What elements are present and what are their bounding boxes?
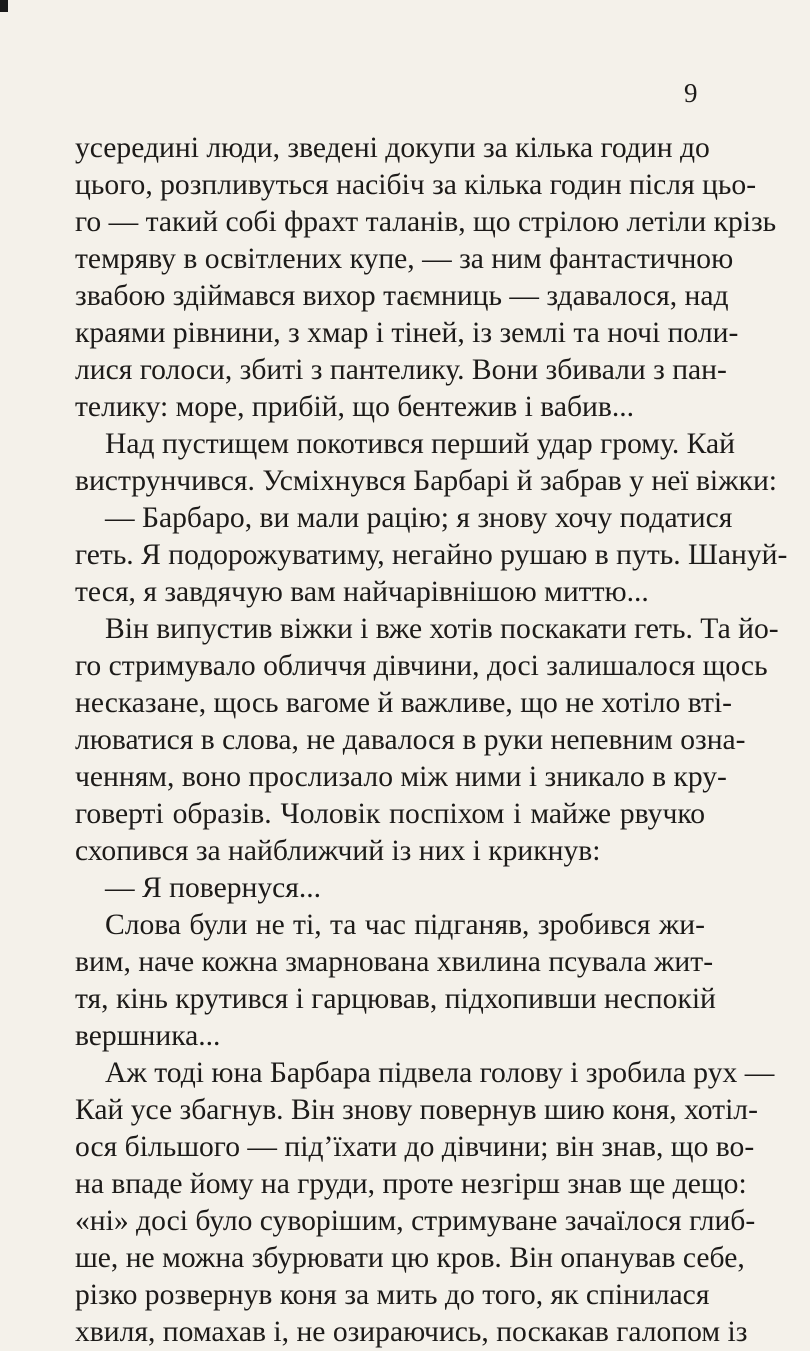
- text-line: краями рівнини, з хмар і тіней, із землі та ночі поли-: [75, 317, 739, 349]
- text-line: го — такий собі фрахт таланів, що стрілою летіли крізь: [75, 206, 777, 238]
- text-line: Він випустив віжки і вже хотів поскакати геть. Та йо-: [105, 613, 779, 645]
- text-line: вим, наче кожна змарнована хвилина псувала жит-: [75, 946, 714, 978]
- text-line: ченням, воно прослизало між ними і зникало в кру-: [75, 761, 727, 793]
- text-line: темряву в освітлених купе, — за ним фантастичною: [75, 243, 734, 275]
- text-line: Над пустищем покотився перший удар грому. Кай: [105, 428, 735, 460]
- text-line: ше, не можна збурювати цю кров. Він опанував себе,: [75, 1242, 745, 1274]
- text-line: усередині люди, зведені докупи за кілька годин до: [75, 132, 710, 164]
- page-number: 9: [684, 78, 698, 108]
- text-line: «ні» досі було суворішим, стримуване зачаїлося глиб-: [75, 1205, 756, 1237]
- text-line: різко розвернув коня за мить до того, як спінилася: [75, 1279, 710, 1311]
- text-line: тя, кінь крутився і гарцював, підхопивши неспокій: [75, 983, 716, 1015]
- text-line: Слова були не ті, та час підганяв, зробився жи-: [105, 909, 705, 941]
- text-line: — Барбаро, ви мали рацію; я знову хочу податися: [105, 502, 733, 534]
- text-line: — Я повернуся...: [105, 872, 322, 904]
- text-line: геть. Я подорожуватиму, негайно рушаю в путь. Шануй-: [75, 539, 788, 571]
- text-line: ося більшого — під’їхати до дівчини; він знав, що во-: [75, 1131, 755, 1163]
- text-line: несказане, щось вагоме й важливе, що не хотіло вті-: [75, 687, 733, 719]
- text-line: схопився за найближчий із них і крикнув:: [75, 835, 601, 867]
- text-line: го стримувало обличчя дівчини, досі залишалося щось: [75, 650, 768, 682]
- text-line: Кай усе збагнув. Він знову повернув шию коня, хотіл-: [75, 1094, 758, 1126]
- book-text: [75, 130, 788, 1351]
- text-line: люватися в слова, не давалося в руки непевним озна-: [75, 724, 746, 756]
- text-line: звабою здіймався вихор таємниць — здавалося, над: [75, 280, 729, 312]
- text-line: говерті образів. Чоловік поспіхом і майже рвучко: [75, 798, 705, 830]
- text-line: на впаде йому на груди, проте незгірш знав ще дещо:: [75, 1168, 747, 1200]
- page-edge-mark: [0, 0, 8, 12]
- text-line: вершника...: [75, 1020, 221, 1052]
- text-line: хвиля, помахав і, не озираючись, поскакав галопом із: [75, 1316, 748, 1348]
- text-line: лися голоси, збиті з пантелику. Вони збивали з пан-: [75, 354, 727, 386]
- text-line: теся, я завдячую вам найчарівнішою миттю...: [75, 576, 649, 608]
- text-line: Аж тоді юна Барбара підвела голову і зробила рух —: [105, 1057, 775, 1089]
- text-line: виструнчився. Усміхнувся Барбарі й забрав у неї віжки:: [75, 465, 778, 497]
- text-line: цього, розпливуться насібіч за кілька годин після цьо-: [75, 169, 757, 201]
- text-line: телику: море, прибій, що бентежив і вабив...: [75, 391, 635, 423]
